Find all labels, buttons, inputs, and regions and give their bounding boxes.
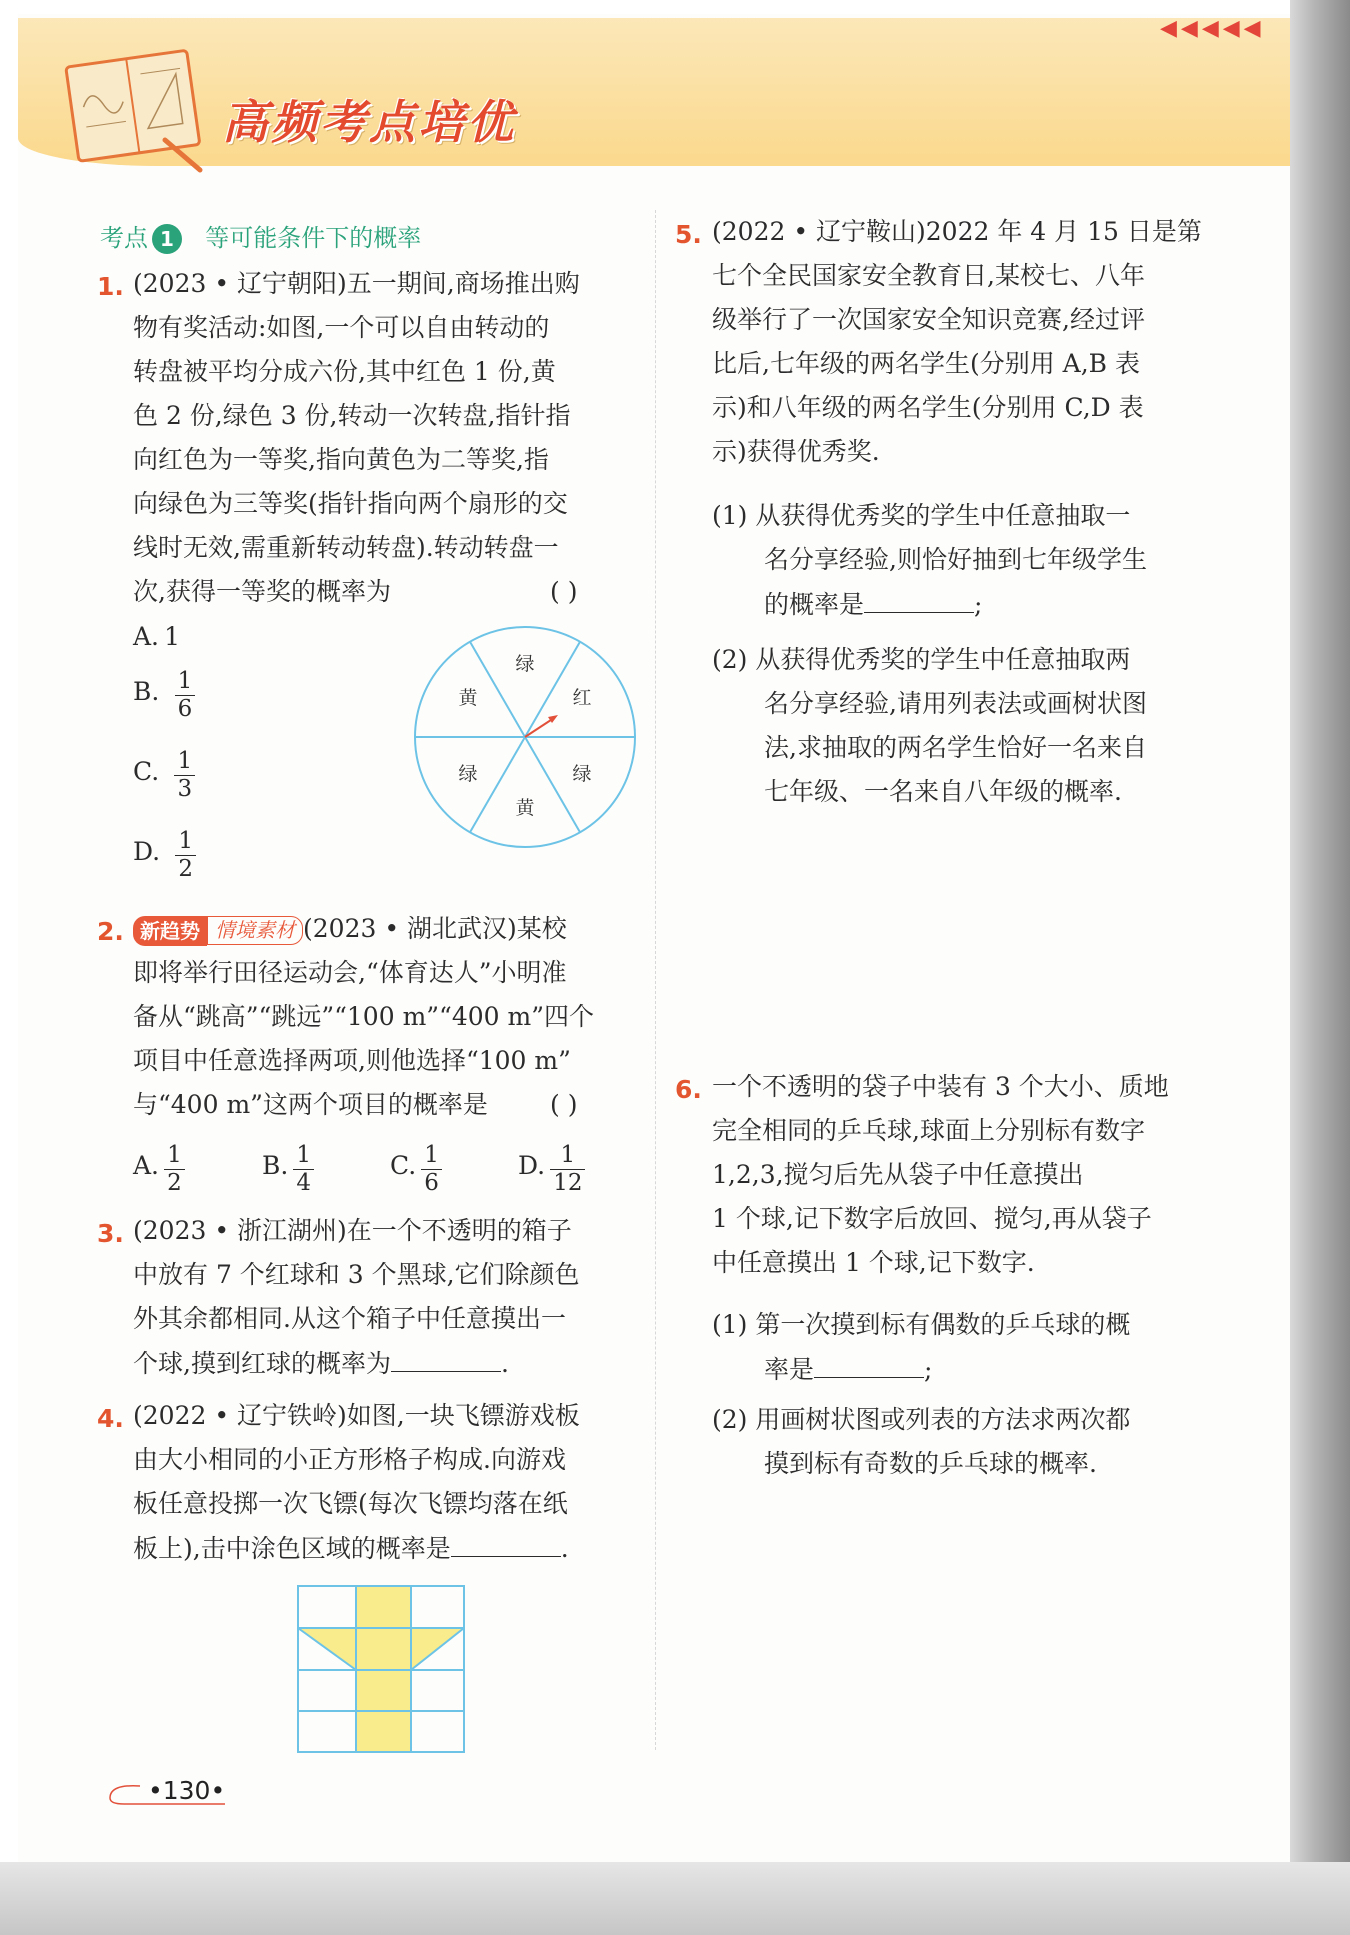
question-number: 5. xyxy=(675,220,702,249)
option-a[interactable]: A. 1 xyxy=(133,622,181,651)
fraction: $\frac{1}{4}$ xyxy=(293,1142,314,1197)
decorative-arrows: ◀◀◀◀◀ xyxy=(1160,16,1265,41)
answer-paren: ( ) xyxy=(550,1090,578,1119)
fraction: $\frac{1}{2}$ xyxy=(175,828,196,883)
question-4 xyxy=(133,1394,580,1571)
question-text-line: 备从“跳高”“跳远”“100 m”“400 m”四个 xyxy=(133,1002,594,1031)
fraction: $\frac{1}{2}$ xyxy=(164,1142,185,1197)
question-text-line: 个球,摸到红球的概率为 . xyxy=(133,1341,580,1386)
spinner-diagram xyxy=(410,622,640,852)
notebook-icon xyxy=(60,40,210,175)
question-5-part-2: (2) 从获得优秀奖的学生中任意抽取两 名分享经验,请用列表法或画树状图 法,求抽取的两名学生恰好一名来自 七年级、一名来自八年级的概率. xyxy=(712,645,1147,806)
question-6-part-2: (2) 用画树状图或列表的方法求两次都 摸到标有奇数的乒乓球的概率. xyxy=(712,1405,1131,1478)
question-text-line: 转盘被平均分成六份,其中红色 1 份,黄 xyxy=(133,357,556,386)
option-b[interactable]: B. $\frac{1}{6}$ xyxy=(133,668,195,723)
question-5-part-1: (1) 从获得优秀奖的学生中任意抽取一 名分享经验,则恰好抽到七年级学生 的概率是 ; xyxy=(712,501,1147,619)
question-text-line: 由大小相同的小正方形格子构成.向游戏 xyxy=(133,1445,566,1474)
question-text-line: 板上),击中涂色区域的概率是 . xyxy=(133,1526,580,1571)
scan-bottom-shadow xyxy=(0,1862,1350,1935)
answer-blank[interactable] xyxy=(451,1526,561,1557)
section-heading xyxy=(100,218,421,254)
answer-blank[interactable] xyxy=(391,1341,501,1372)
question-1 xyxy=(133,262,580,614)
question-text-line: 板任意投掷一次飞镖(每次飞镖均落在纸 xyxy=(133,1489,568,1518)
question-text-line: 向绿色为三等奖(指针指向两个扇形的交 xyxy=(133,489,568,518)
question-text-line: 次,获得一等奖的概率为 xyxy=(133,577,391,606)
question-text-line: 完全相同的乒乓球,球面上分别标有数字 xyxy=(712,1116,1145,1145)
question-5 xyxy=(712,210,1202,474)
option-d[interactable]: D. $\frac{1}{12}$ xyxy=(518,1142,585,1197)
trend-tag: 新趋势 xyxy=(133,916,207,946)
sector-label: 红 xyxy=(572,687,592,709)
question-2-first-line: 新趋势 情境素材 (2023 • 湖北武汉)某校 xyxy=(133,907,567,951)
fraction: $\frac{1}{3}$ xyxy=(174,748,195,803)
question-text-line: 即将举行田径运动会,“体育达人”小明准 xyxy=(133,958,567,987)
option-d[interactable]: D. $\frac{1}{2}$ xyxy=(133,828,196,883)
sector-label: 黄 xyxy=(515,797,535,819)
question-text-line: 级举行了一次国家安全知识竞赛,经过评 xyxy=(712,305,1145,334)
question-number: 3. xyxy=(97,1219,124,1248)
section-title: 等可能条件下的概率 xyxy=(205,224,422,252)
question-text-line: (2023 • 辽宁朝阳)五一期间,商场推出购 xyxy=(133,269,580,298)
question-text-line: 示)获得优秀奖. xyxy=(712,437,880,466)
question-text-line: 与“400 m”这两个项目的概率是 xyxy=(133,1090,488,1119)
question-number: 6. xyxy=(675,1075,702,1104)
option-a[interactable]: A. $\frac{1}{2}$ xyxy=(133,1142,185,1197)
question-text-line: 1,2,3,搅匀后先从袋子中任意摸出 xyxy=(712,1160,1084,1189)
answer-blank[interactable] xyxy=(864,582,974,613)
scan-right-shadow xyxy=(1290,0,1350,1935)
option-c[interactable]: C. $\frac{1}{3}$ xyxy=(133,748,195,803)
fraction: $\frac{1}{12}$ xyxy=(550,1142,585,1197)
question-text-line: (2022 • 辽宁鞍山)2022 年 4 月 15 日是第 xyxy=(712,217,1202,246)
section-number-badge: 1 xyxy=(152,224,182,254)
question-text-line: 物有奖活动:如图,一个可以自由转动的 xyxy=(133,313,550,342)
question-number: 1. xyxy=(97,272,124,301)
context-tag: 情境素材 xyxy=(207,916,303,945)
fraction: $\frac{1}{6}$ xyxy=(175,668,196,723)
question-text-line: 一个不透明的袋子中装有 3 个大小、质地 xyxy=(712,1072,1169,1101)
section-prefix: 考点 xyxy=(100,224,148,252)
question-text-line: (2023 • 浙江湖州)在一个不透明的箱子 xyxy=(133,1216,572,1245)
fraction: $\frac{1}{6}$ xyxy=(421,1142,442,1197)
sector-label: 黄 xyxy=(458,687,478,709)
question-text-line: 向红色为一等奖,指向黄色为二等奖,指 xyxy=(133,445,549,474)
column-divider xyxy=(655,210,656,1750)
question-number: 2. xyxy=(97,917,124,946)
sector-label: 绿 xyxy=(458,763,478,785)
sector-label: 绿 xyxy=(572,763,592,785)
page-title: 高频考点培优 xyxy=(222,95,516,149)
question-text-line: 示)和八年级的两名学生(分别用 C,D 表 xyxy=(712,393,1144,422)
sector-label: 绿 xyxy=(515,653,535,675)
question-3 xyxy=(133,1209,580,1386)
question-text-line: 中放有 7 个红球和 3 个黑球,它们除颜色 xyxy=(133,1260,580,1289)
question-text-line: 项目中任意选择两项,则他选择“100 m” xyxy=(133,1046,571,1075)
question-6 xyxy=(712,1065,1169,1285)
question-number: 4. xyxy=(97,1404,124,1433)
dartboard-grid-diagram xyxy=(295,1583,467,1755)
question-text-line: 色 2 份,绿色 3 份,转动一次转盘,指针指 xyxy=(133,401,571,430)
answer-paren: ( ) xyxy=(550,577,578,606)
page-number: •130• xyxy=(148,1776,226,1805)
answer-blank[interactable] xyxy=(814,1347,924,1378)
question-text-line: 1 个球,记下数字后放回、搅匀,再从袋子 xyxy=(712,1204,1152,1233)
question-2 xyxy=(133,951,594,1127)
question-text-line: 比后,七年级的两名学生(分别用 A,B 表 xyxy=(712,349,1140,378)
question-text-line: 外其余都相同.从这个箱子中任意摸出一 xyxy=(133,1304,566,1333)
question-text-line: (2022 • 辽宁铁岭)如图,一块飞镖游戏板 xyxy=(133,1401,580,1430)
option-b[interactable]: B. $\frac{1}{4}$ xyxy=(262,1142,314,1197)
question-6-part-1: (1) 第一次摸到标有偶数的乒乓球的概 率是 ; xyxy=(712,1310,1131,1384)
question-text-line: 线时无效,需重新转动转盘).转动转盘一 xyxy=(133,533,559,562)
question-text-line: 七个全民国家安全教育日,某校七、八年 xyxy=(712,261,1145,290)
option-c[interactable]: C. $\frac{1}{6}$ xyxy=(390,1142,442,1197)
question-text-line: 中任意摸出 1 个球,记下数字. xyxy=(712,1248,1035,1277)
